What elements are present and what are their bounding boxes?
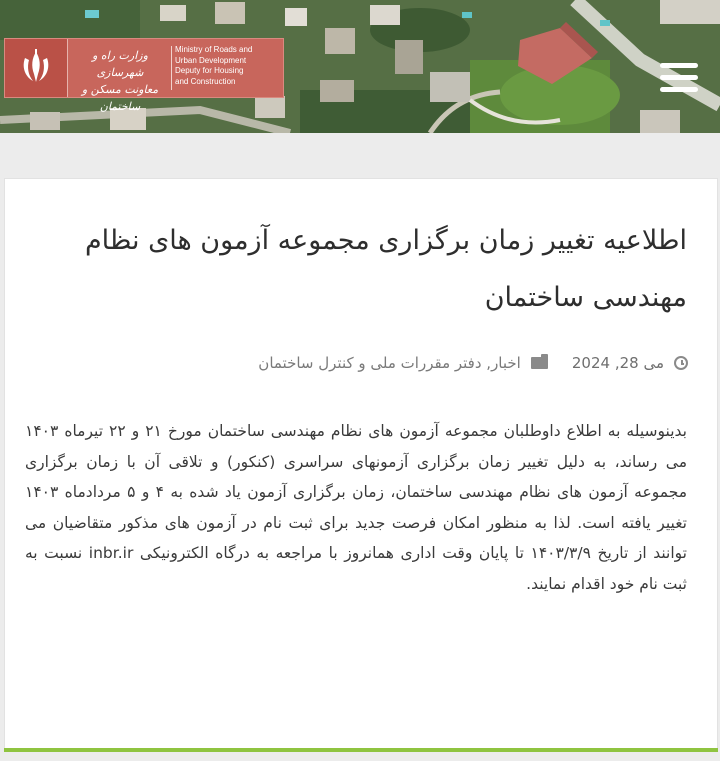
ministry-logo[interactable]	[4, 38, 284, 113]
ministry-name-english	[175, 45, 285, 87]
ministry-name-persian	[73, 44, 167, 113]
article-card-accent-bar	[4, 748, 718, 752]
iran-emblem-icon	[5, 39, 68, 97]
site-header	[0, 0, 720, 133]
category-links[interactable]: اخبار, دفتر مقررات ملی و کنترل ساختمان	[258, 354, 521, 372]
article-categories	[258, 354, 521, 372]
brand-divider	[171, 46, 172, 90]
brand-en-line: Urban Development	[175, 55, 247, 65]
brand-en-line: and Construction	[175, 76, 236, 86]
article-body	[25, 416, 687, 599]
folder-icon	[531, 357, 548, 369]
article-meta	[258, 350, 688, 376]
article-date: می 28, 2024	[571, 354, 664, 372]
clock-icon	[674, 356, 688, 370]
body-text-part1: بدینوسیله به اطلاع داوطلبان مجموعه آزمون های نظام مهندسی ساختمان مورخ ۲۱ و ۲۲ تیرماه ۱۴۰۳ می رساند، به دلیل تغییر زمان برگزاری آزمونهای سراسری (کنکور) و تلاقی آن با زمان برگزاری مجموعه آزمون های نظام مهندسی ساختمان، زمان برگزاری آزمون یاد شده به ۴ و ۵ مردادماه ۱۴۰۳ تغییر یافته است. لذا به منظور امکان فرصت جدید برای ثبت نام در آزمون های مذکور متقاضیان می توانند از تاریخ ۱۴۰۳/۳/۹ تا پایان وقت اداری همانروز با مراجعه به درگاه الکترونیکی	[25, 422, 687, 562]
inbr-link[interactable]: inbr.ir	[88, 544, 134, 562]
body-text-part2: نسبت به ثبت نام خود اقدام نمایند.	[25, 544, 687, 593]
brand-en-line: Deputy for Housing	[175, 66, 244, 75]
brand-fa-line1: وزارت راه و شهرسازی	[92, 49, 148, 79]
brand-fa-line2: معاونت مسکن و ساختمان	[81, 83, 159, 113]
brand-en-line: Ministry of Roads and	[175, 45, 253, 54]
article-title: اطلاعیه تغییر زمان برگزاری مجموعه آزمون های نظام مهندسی ساختمان	[84, 225, 687, 313]
hamburger-menu-icon[interactable]	[660, 63, 698, 103]
